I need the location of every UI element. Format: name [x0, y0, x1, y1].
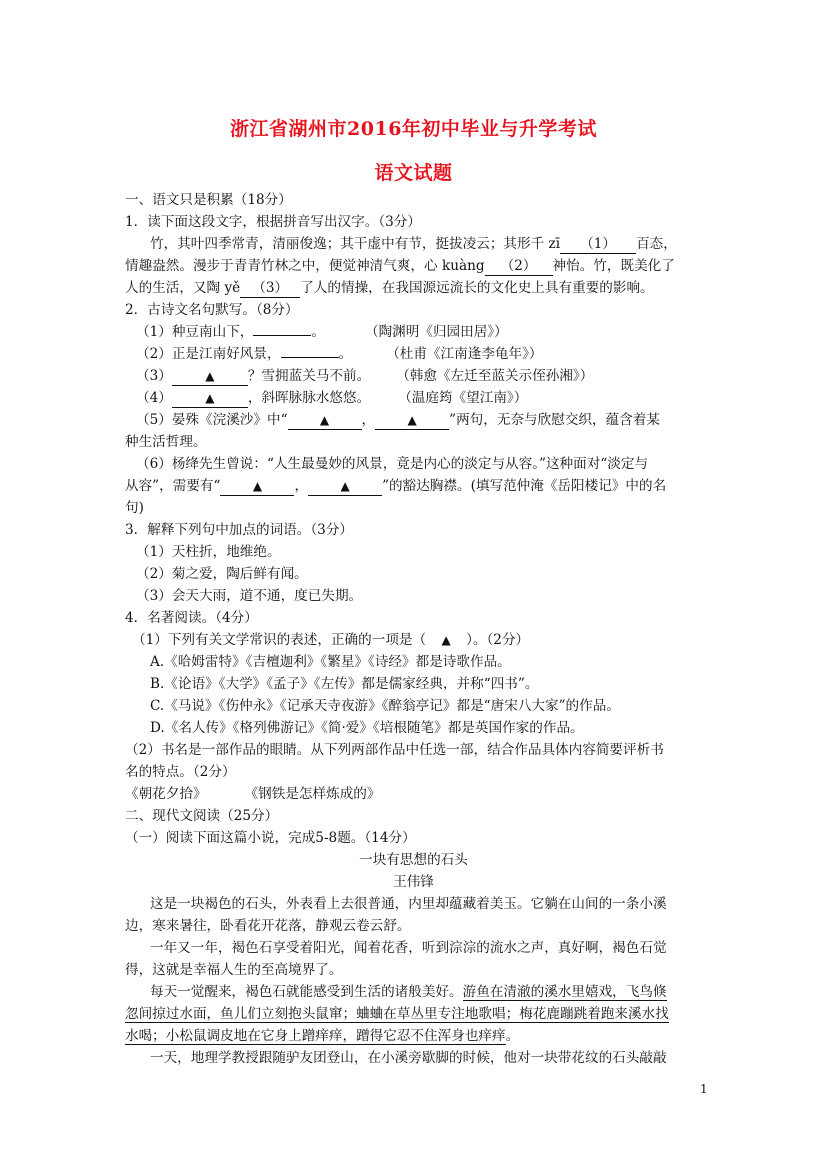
q1-blank-2[interactable]: （2）	[485, 257, 553, 276]
q2-item-4	[136, 387, 716, 409]
q1-text: 神怡。竹，既美化了	[552, 258, 675, 274]
q1-line-2	[125, 255, 705, 277]
q2-item-3	[136, 365, 716, 387]
q2-text: （5）晏殊《浣溪沙》中“	[136, 412, 288, 428]
section-2-heading: 二、现代文阅读（25分）	[125, 808, 279, 824]
q4-option-c[interactable]: C.《马说》《伤仲永》《记承天寺夜游》《醉翁亭记》都是“唐宋八大家”的作品。	[150, 698, 620, 714]
book-title: 《钢铁是怎样炼成的》	[244, 786, 381, 802]
q2-source: （杜甫《江南逢李龟年》）	[386, 346, 543, 362]
q1-text: 了人的情操，在我国源远流长的文化史上具有重要的影响。	[300, 280, 654, 296]
q3-item-2: （2）菊之爱，陶后鲜有闻。	[136, 566, 308, 582]
q1-text: 情趣盎然。漫步于青青竹林之中，便觉神清气爽，心 kuàng	[125, 258, 485, 274]
story-paragraph: 一天，地理学教授跟随驴友团登山，在小溪旁歇脚的时候，他对一块带花纹的石头敲敲	[150, 1050, 667, 1066]
q2-text: （3）	[136, 368, 172, 384]
story-paragraph: 一年又一年，褐色石享受着阳光，闻着花香，听到淙淙的流水之声，真好啊，褐色石觉	[150, 940, 667, 956]
q2-blank-2[interactable]	[281, 357, 339, 358]
q3-item-1: （1）天柱折，地维绝。	[136, 544, 281, 560]
q1-line-1	[150, 233, 730, 255]
underlined-passage: 忽间掠过水面，鱼儿们立刻抱头鼠窜；蛐蛐在草丛里专注地歌唱；梅花鹿蹦跳着跑来溪水找	[125, 1006, 669, 1022]
q2-blank-1[interactable]	[253, 335, 311, 336]
q4-text: ）。（2分）	[466, 632, 530, 648]
q1-text: 竹，其叶四季常青，清丽俊逸；其干虚中有节，挺拔凌云；其形千 zī	[150, 236, 561, 252]
story-paragraph: 得，这就是幸福人生的至高境界了。	[125, 962, 343, 978]
book-title: 《朝花夕拾》	[125, 786, 207, 802]
q1-text: 百态，	[636, 236, 677, 252]
underlined-passage: 水喝；小松鼠调皮地在它身上蹭痒痒，蹭得它忍不住浑身也痒痒	[125, 1028, 506, 1044]
reading-part-1-heading: （一）阅读下面这篇小说，完成5-8题。（14分）	[125, 830, 416, 846]
story-title: 一块有思想的石头	[359, 852, 468, 868]
story-paragraph: 边，寒来暑往，卧看花开花落，静观云卷云舒。	[125, 918, 411, 934]
q2-source: （温庭筠《望江南》）	[398, 390, 528, 406]
section-1-heading: 一、语文只是积累（18分）	[125, 192, 292, 208]
q4-heading: 4．名著阅读。（4分）	[125, 610, 258, 626]
story-author: 王伟锋	[393, 874, 434, 890]
q2-item-6-line-3: 句)	[125, 500, 144, 516]
q2-item-6-line-2	[125, 475, 705, 497]
q4-option-a[interactable]: A.《哈姆雷特》《吉檀迦利》《繁星》《诗经》都是诗歌作品。	[150, 654, 511, 670]
q2-text: 。	[311, 324, 325, 340]
q3-heading: 3．解释下列句中加点的词语。（3分）	[125, 522, 353, 538]
q4-text: （1）下列有关文学常识的表述，正确的一项是（	[132, 632, 427, 648]
q4-books	[125, 783, 705, 805]
story-paragraph: 这是一块褐色的石头，外表看上去很普通，内里却蕴藏着美玉。它躺在山间的一条小溪	[150, 896, 667, 912]
q2-text: （1）种豆南山下，	[136, 324, 254, 340]
q2-source: （陶渊明《归园田居》）	[365, 324, 508, 340]
q2-item-2	[136, 343, 716, 365]
story-paragraph	[125, 1025, 705, 1047]
q2-text: （2）正是江南好风景，	[136, 346, 281, 362]
q3-item-3: （3）会天大雨，道不通，度已失期。	[136, 588, 363, 604]
q2-blank-5b[interactable]: ▲	[375, 411, 449, 430]
q1-line-3	[125, 277, 705, 299]
story-text: 。	[505, 1028, 520, 1044]
q2-blank-5a[interactable]: ▲	[288, 411, 362, 430]
story-paragraph	[150, 981, 730, 1003]
page-title: 浙江省湖州市2016年初中毕业与升学考试	[230, 118, 597, 140]
q2-text: ”的豁达胸襟。(填写范仲淹《岳阳楼记》中的名	[382, 478, 667, 494]
page-subtitle: 语文试题	[374, 162, 453, 184]
q2-item-5	[136, 409, 716, 431]
q4-sub-2: （2）书名是一部作品的眼睛。从下列两部作品中任选一部，结合作品具体内容简要评析书	[125, 742, 664, 758]
q2-heading: 2．古诗文名句默写。（8分）	[125, 302, 299, 318]
q2-blank-4[interactable]: ▲	[172, 389, 248, 408]
q1-blank-3[interactable]: （3）	[240, 279, 300, 298]
q1-text: 人的生活，又陶 yě	[125, 280, 241, 296]
q4-option-b[interactable]: B.《论语》《大学》《孟子》《左传》都是儒家经典，并称“四书”。	[150, 676, 539, 692]
page-number: 1	[700, 1082, 708, 1096]
q1-heading: 1．读下面这段文字，根据拼音写出汉字。（3分）	[125, 214, 421, 230]
underlined-passage: 游鱼在清澈的溪水里嬉戏，飞鸟倏	[462, 984, 667, 1000]
q2-text: ”两句，无奈与欣慰交织，蕴含着某	[449, 412, 660, 428]
q2-item-5-cont: 种生活哲理。	[125, 434, 207, 450]
q2-text: ？雪拥蓝关马不前。	[247, 368, 371, 384]
story-text: 每天一觉醒来，褐色石就能感受到生活的诸般美好。	[150, 984, 463, 1000]
q2-item-1	[136, 321, 716, 343]
q2-source: （韩愈《左迁至蓝关示侄孙湘》）	[396, 368, 594, 384]
q2-text: 从容”，需要有“	[125, 478, 221, 494]
q4-sub-1	[132, 629, 712, 651]
q2-text: ，	[294, 478, 309, 494]
q2-text: （4）	[136, 390, 172, 406]
q2-text: 。	[338, 346, 353, 362]
q1-blank-1[interactable]: （1）	[560, 235, 636, 254]
q2-blank-6b[interactable]: ▲	[308, 477, 382, 496]
q2-text: ，	[361, 412, 376, 428]
q2-blank-3[interactable]: ▲	[172, 367, 248, 386]
q2-item-6: （6）杨绛先生曾说：“人生最曼妙的风景，竟是内心的淡定与从容。”这种面对“淡定与	[136, 456, 649, 472]
q4-answer-mark[interactable]: ▲	[441, 633, 451, 647]
story-paragraph	[125, 1003, 705, 1025]
q2-text: ，斜晖脉脉水悠悠。	[247, 390, 371, 406]
q4-sub-2-cont: 名的特点。（2分）	[125, 764, 236, 780]
q4-option-d[interactable]: D.《名人传》《格列佛游记》《简·爱》《培根随笔》都是英国作家的作品。	[150, 720, 584, 736]
q2-blank-6a[interactable]: ▲	[220, 477, 294, 496]
